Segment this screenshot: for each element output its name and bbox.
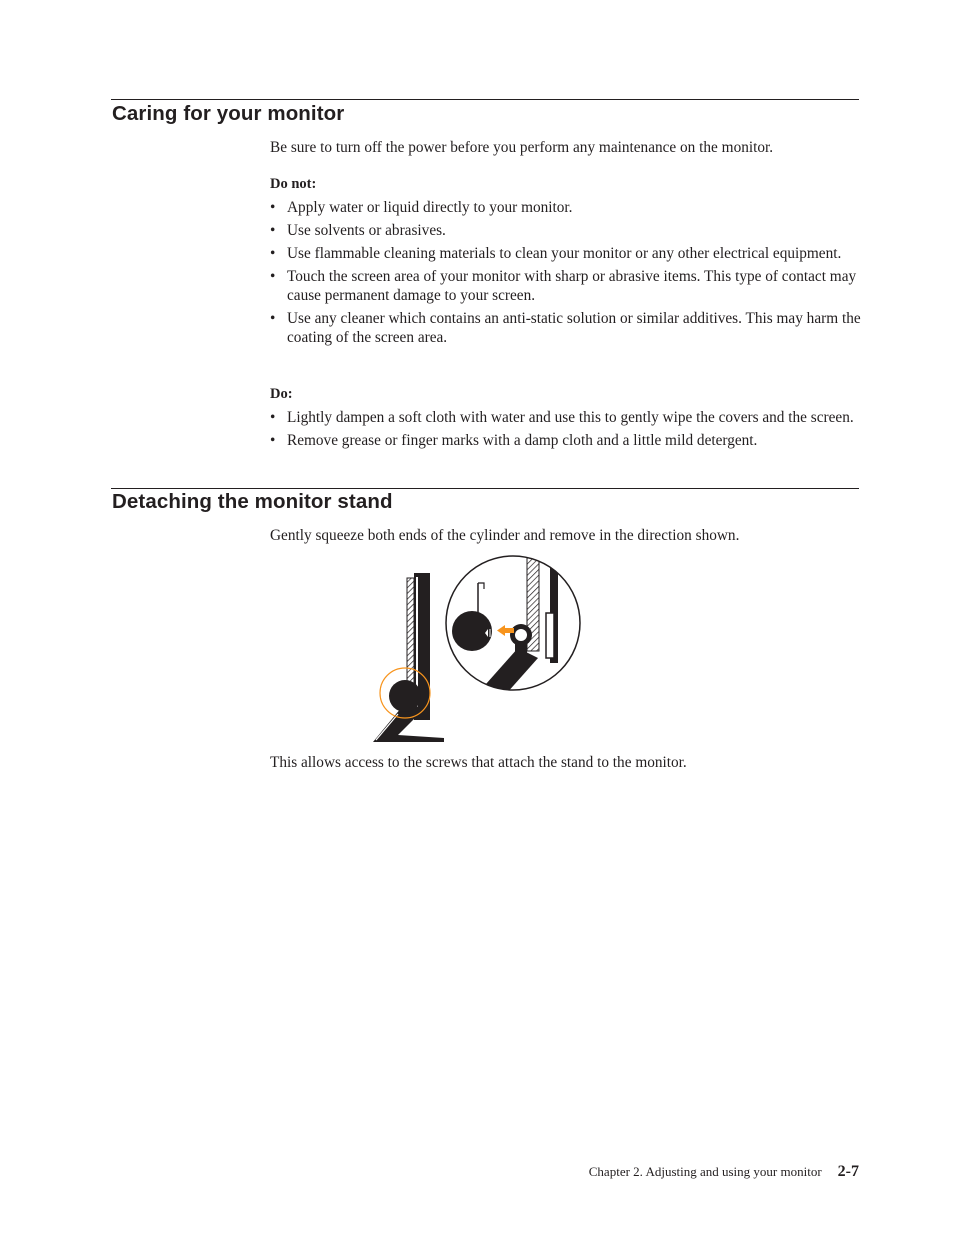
bullet: • (270, 222, 276, 239)
caring-intro: Be sure to turn off the power before you perform any maintenance on the monitor. (270, 139, 774, 156)
section-title-detaching: Detaching the monitor stand (112, 490, 393, 513)
detaching-after: This allows access to the screws that attach the stand to the monitor. (270, 754, 687, 771)
list-item: • Apply water or liquid directly to your monitor. (270, 199, 573, 216)
bullet: • (270, 199, 276, 216)
section-rule-bottom (111, 488, 859, 489)
list-item: • Touch the screen area of your monitor with sharp or abrasive items. This type of contact may cause permanent damage to your screen. (270, 268, 857, 304)
monitor-stand-illustration (368, 553, 584, 745)
detaching-intro: Gently squeeze both ends of the cylinder and remove in the direction shown. (270, 527, 740, 544)
bullet: • (270, 310, 276, 327)
section-title-caring: Caring for your monitor (112, 102, 345, 125)
do-label: Do: (270, 386, 293, 402)
donot-label: Do not: (270, 176, 317, 192)
section-rule-top (111, 99, 859, 100)
list-item: • Use solvents or abrasives. (270, 222, 446, 239)
page-number: 2-7 (837, 1163, 859, 1180)
list-item: • Use flammable cleaning materials to clean your monitor or any other electrical equipment. (270, 245, 842, 262)
list-item: • Use any cleaner which contains an anti-static solution or similar additives. This may harm the coating of the screen area. (270, 310, 861, 346)
do-list (270, 408, 862, 454)
footer-chapter: Chapter 2. Adjusting and using your monitor (588, 1164, 822, 1179)
donot-list (270, 198, 862, 351)
list-item: • Remove grease or finger marks with a damp cloth and a little mild detergent. (270, 432, 758, 449)
bullet: • (270, 409, 276, 426)
bullet: • (270, 432, 276, 449)
bullet: • (270, 268, 276, 285)
page-footer (589, 1163, 859, 1181)
bullet: • (270, 245, 276, 262)
list-item: • Lightly dampen a soft cloth with water and use this to gently wipe the covers and the screen. (270, 409, 854, 426)
